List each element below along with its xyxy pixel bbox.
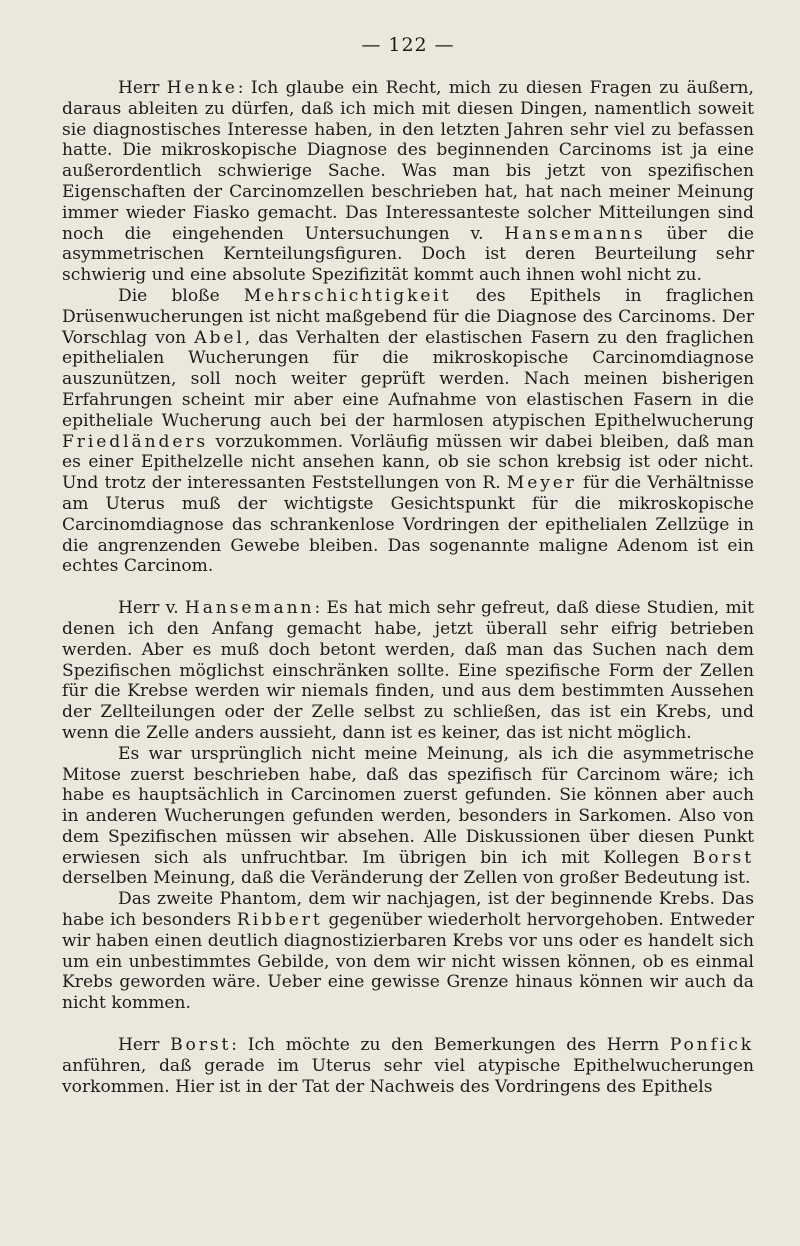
paragraph-text: vorzukommen. Vorläufig müssen wir dabei bleiben, daß man es einer Epithelzelle nicht ansehen kann, ob sie schon krebsig ist oder nicht. Und trotz der interessanten Feststellungen von R. (62, 431, 754, 494)
paragraph-henke (62, 78, 754, 286)
speaker-prefix: Herr (118, 1035, 171, 1056)
paragraph-text: Ich möchte zu den Bemerkungen des Herrn (247, 1035, 670, 1056)
paragraph-text: Ich glaube ein Recht, mich zu diesen Fragen zu äußern, daraus ableiten zu dürfen, daß ich mich mit diesen Dingen, namentlich soweit sie diagnostisches Interesse haben, in den letzten Jahren sehr viel zu befassen hatte. Die mikroskopische Diagnose des beginnenden Carcinoms ist ja eine außerordentlich schwierige Sache. Was man bis jetzt von spezifischen Eigenschaften der Carcinomzellen beschrieben hat, hat nach meiner Meinung immer wieder Fiasko gemacht. Das Interessanteste solcher Mitteilungen sind noch die eingehenden Untersuchungen v. (62, 78, 754, 244)
speaker-suffix: : (237, 78, 251, 98)
emphasized-name: Meyer (506, 473, 577, 494)
speaker-name: Henke (166, 78, 238, 98)
paragraph-text: derselben Meinung, daß die Veränderung der Zellen von großer Bedeutung ist. (62, 868, 751, 889)
emphasized-name: Borst (692, 847, 754, 868)
paragraph-text: , das Verhalten der elastischen Fasern zu den fraglichen epithelialen Wucherungen für die mikroskopische Carcinomdiagnose auszunützen, soll noch weiter geprüft werden. Nach meinen bisherigen Erfahrungen scheint mir aber eine Aufnahme von elastischen Fasern in die epitheliale Wucherung auch bei der harmlosen atypischen Epithelwucherung (62, 327, 754, 431)
paragraph-hansemann (62, 598, 754, 744)
paragraph-text: Die bloße (118, 285, 244, 306)
page-number: — 122 — (361, 34, 455, 56)
paragraph-text: Es war ursprünglich nicht meine Meinung, als ich die asymmetrische Mitose zuerst beschrieben habe, daß das spezifisch für Carcinom wäre; ich habe es hauptsächlich in Carcinomen zuerst gefunden. Sie können aber auch in anderen Wucherungen gefunden werden, besonders in Sarkomen. Also von dem Spezifischen müssen wir absehen. Alle Diskussionen über diesen Punkt erwiesen sich als unfruchtbar. Im übrigen bin ich mit Kollegen (62, 743, 754, 868)
emphasized-term: Mehrschichtigkeit (243, 285, 452, 306)
paragraph-text: für die Verhältnisse am Uterus muß der wichtigste Gesichtspunkt für die mikroskopische Carcinomdiagnose das schrankenlose Vordringen der epithelialen Zellzüge in die angrenzenden Gewebe bleiben. Das sogenannte maligne Adenom ist ein echtes Carcinom. (62, 473, 754, 577)
paragraph-henke-continued (62, 286, 754, 577)
paragraph-text: über die asymmetrischen Kernteilungsfiguren. Doch ist deren Beurteilung sehr schwierig und eine absolute Spezifizität kommt auch ihnen wohl nicht zu. (62, 223, 754, 286)
paragraph-hansemann-continued (62, 744, 754, 890)
paragraph-text: gegenüber wiederholt hervorgehoben. Entweder wir haben einen deutlich diagnostizierbaren Krebs vor uns oder es handelt sich um ein unbestimmtes Gebilde, von dem wir nicht wissen können, ob es einmal Krebs geworden wäre. Ueber eine gewisse Grenze hinaus können wir auch da nicht kommen. (62, 910, 754, 1014)
speaker-name: Borst (170, 1035, 232, 1056)
emphasized-name: Abel (194, 327, 245, 348)
speaker-suffix: : (231, 1035, 248, 1056)
emphasized-name: Friedländers (62, 431, 209, 452)
speaker-prefix: Herr (118, 78, 167, 98)
paragraph-text: anführen, daß gerade im Uterus sehr viel atypische Epithelwucherungen vorkommen. Hier ist in der Tat der Nachweis des Vordringens des Epithels (62, 1055, 754, 1097)
speaker-name: Hansemann (184, 598, 315, 619)
speaker-suffix: : (314, 598, 327, 619)
paragraph-text: Das zweite Phantom, dem wir nachjagen, ist der beginnende Krebs. Das habe ich besonders (62, 889, 754, 931)
emphasized-name: Hansemanns (504, 223, 646, 244)
paragraph-hansemann-continued-2 (62, 889, 754, 1014)
paragraph-text: des Epithels in fraglichen Drüsenwucherungen ist nicht maßgebend für die Diagnose des Carcinoms. Der Vorschlag von (62, 285, 754, 348)
paragraph-borst (62, 1035, 754, 1097)
speaker-prefix: Herr v. (118, 598, 185, 619)
emphasized-name: Ponfick (669, 1035, 754, 1056)
emphasized-name: Ribbert (236, 910, 323, 931)
paragraph-text: Es hat mich sehr gefreut, daß diese Studien, mit denen ich den Anfang gemacht habe, jetzt überall sehr eifrig betrieben werden. Aber es muß doch betont werden, daß man das Suchen nach dem Spezifischen möglichst einschränken sollte. Eine spezifische Form der Zellen für die Krebse werden wir niemals finden, und aus dem bestimmten Aussehen der Zellteilungen oder der Zelle selbst zu schließen, das ist ein Krebs, und wenn die Zelle anders aussieht, dann ist es keiner, das ist nicht möglich. (62, 598, 754, 743)
